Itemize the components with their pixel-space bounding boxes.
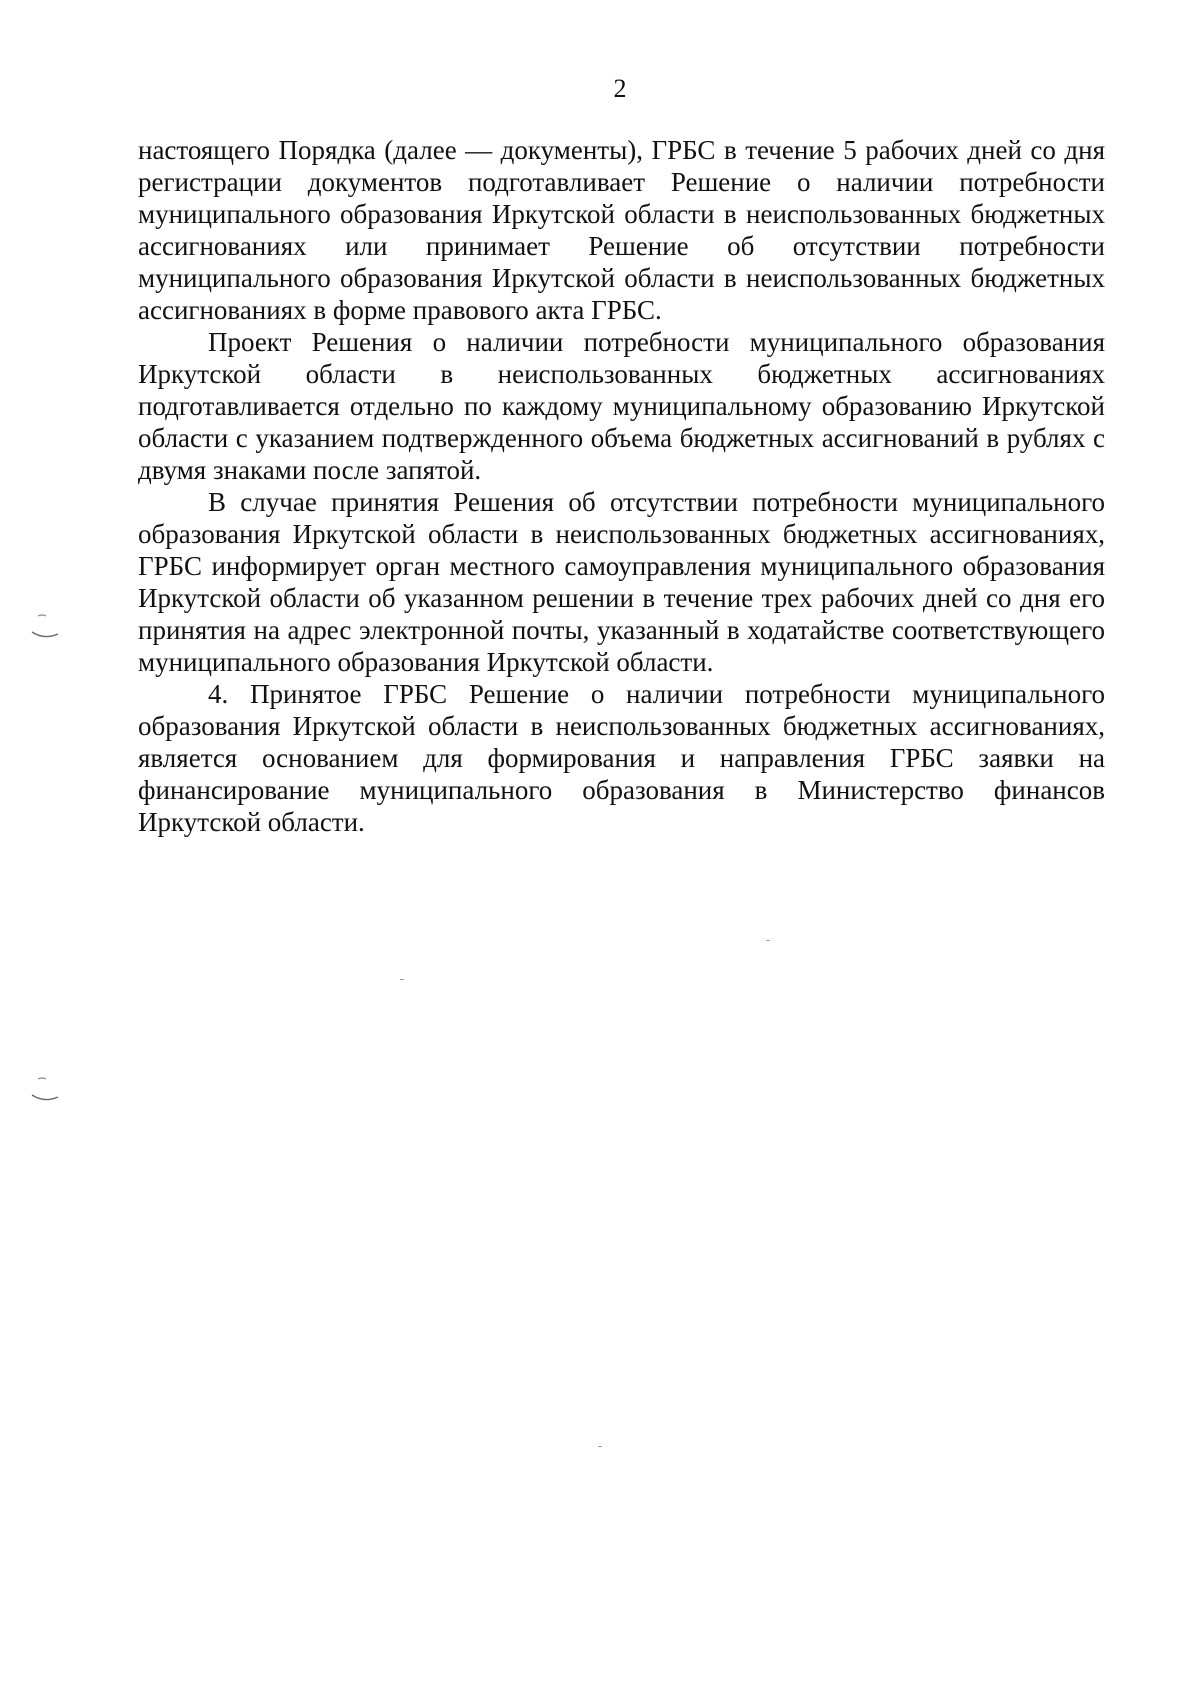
- paragraph-absence-decision: В случае принятия Решения об отсутствии потребности муниципального образования Иркутской области в неиспользованных бюджетных ассигнованиях, ГРБС информирует орган местного самоуправления муниципального образования Иркутской области об указанном решении в течение трех рабочих дней со дня его принятия на адрес электронной почты, указанный в ходатайстве соответствующего муниципального образования Иркутской области.: [138, 487, 1105, 677]
- scan-margin-mark: [30, 1075, 62, 1105]
- page-number: 2: [613, 74, 627, 103]
- scan-margin-mark: [30, 612, 62, 642]
- scan-speck: [766, 940, 770, 941]
- paragraph-continuation: настоящего Порядка (далее — документы), ГРБС в течение 5 рабочих дней со дня регистрации документов подготавливает Решение о наличии потребности муниципального образования Иркутской области в неиспользованных бюджетных ассигнованиях или принимает Решение об отсутствии потребности муниципального образования Иркутской области в неиспользованных бюджетных ассигнованиях в форме правового акта ГРБС.: [138, 135, 1105, 325]
- paragraph-draft-decision: Проект Решения о наличии потребности муниципального образования Иркутской области в неиспользованных бюджетных ассигнованиях подготавливается отдельно по каждому муниципальному образованию Иркутской области с указанием подтвержденного объема бюджетных ассигнований в рублях с двумя знаками после запятой.: [138, 327, 1105, 485]
- scan-speck: [400, 979, 404, 980]
- scan-speck: [598, 1446, 602, 1447]
- paragraph-item-4: 4. Принятое ГРБС Решение о наличии потребности муниципального образования Иркутской области в неиспользованных бюджетных ассигнованиях, является основанием для формирования и направления ГРБС заявки на финансирование муниципального образования в Министерство финансов Иркутской области.: [138, 679, 1105, 837]
- document-body: [138, 134, 1105, 838]
